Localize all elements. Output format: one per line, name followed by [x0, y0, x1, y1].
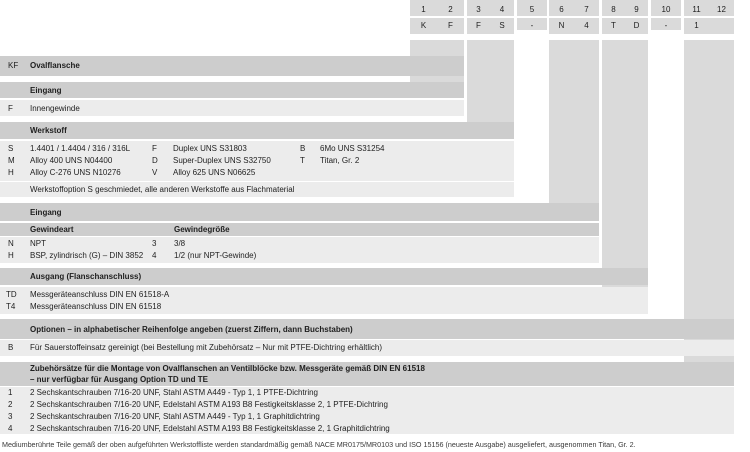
subheader-gewindeart: Gewindeart [30, 225, 74, 234]
code-position-row [410, 2, 734, 16]
option-text: Alloy C-276 UNS N10276 [30, 168, 121, 177]
code-char: F [448, 21, 453, 30]
code-char: N [558, 21, 565, 30]
option-text: Super-Duplex UNS S32750 [173, 156, 271, 165]
section-title: Zubehörsätze für die Montage von Ovalflanschen an Ventilblöcke bzw. Messgeräte gemäß DIN EN 61518 [30, 364, 425, 373]
column-bar-11-12 [684, 0, 734, 362]
code-position: 10 [661, 5, 671, 14]
section-title: Optionen – in alphabetischer Reihenfolge angeben (zuerst Ziffern, dann Buchstaben) [30, 325, 353, 334]
ausgang-table [0, 287, 648, 314]
option-text: 6Mo UNS S31254 [320, 144, 385, 153]
option-text: 3/8 [174, 239, 186, 248]
section-werkstoff [0, 122, 514, 139]
option-code: F [8, 104, 13, 113]
option-text: Messgeräteanschluss DIN EN 61518-A [30, 290, 170, 299]
option-text: 1.4401 / 1.4404 / 316 / 316L [30, 144, 131, 153]
code-char: K [420, 21, 427, 30]
section-eingang-1 [0, 82, 464, 98]
section-title: Ausgang (Flanschanschluss) [30, 272, 142, 281]
header-divider [410, 16, 734, 18]
code-char: S [499, 21, 505, 30]
section-title: Ovalflansche [30, 61, 80, 70]
code-char: F [476, 21, 481, 30]
subheader-gewindegroesse: Gewindegröße [174, 225, 230, 234]
option-code: T [300, 156, 305, 165]
code-char: - [664, 21, 668, 30]
werkstoff-note-row [0, 182, 514, 197]
code-position: 6 [559, 5, 564, 14]
section-title: Eingang [30, 208, 62, 217]
section-zubehoer [0, 362, 734, 386]
code-position: 1 [421, 5, 426, 14]
code-position: 5 [529, 5, 535, 14]
eingang-2-table [0, 237, 599, 263]
option-code: S [8, 144, 14, 153]
code-char-row [410, 18, 734, 34]
section-eingang-2 [0, 203, 599, 221]
section-kf [0, 56, 464, 76]
section-ausgang [0, 268, 648, 285]
option-code: V [152, 168, 158, 177]
header-divider [410, 34, 734, 40]
werkstoff-note: Werkstoffoption S geschmiedet, alle anderen Werkstoffe aus Flachmaterial [30, 185, 295, 194]
section-title: Eingang [30, 86, 62, 95]
option-text: Messgeräteanschluss DIN EN 61518 [30, 302, 162, 311]
code-position: 11 [692, 5, 701, 14]
option-code: T4 [6, 302, 16, 311]
option-text: Innengewinde [30, 104, 80, 113]
section-title: Werkstoff [30, 126, 67, 135]
footnote: Mediumberührte Teile gemäß der oben aufgeführten Werkstoffliste werden standardmäßig gemäß NACE MR0175/MR0103 und ISO 15156 (neueste Ausgabe) ausgeliefert, ausgenommen Titan, Gr. 2. [2, 440, 636, 449]
code-position: 12 [717, 5, 726, 14]
code-char: - [530, 21, 534, 30]
option-text: Titan, Gr. 2 [320, 156, 360, 165]
table-row [0, 340, 734, 356]
option-code: F [152, 144, 157, 153]
eingang-2-subheader [0, 223, 599, 236]
code-char: 1 [694, 21, 699, 30]
option-text: BSP, zylindrisch (G) – DIN 3852 [30, 251, 144, 260]
option-text: 1/2 (nur NPT-Gewinde) [174, 251, 257, 260]
section-subtitle: – nur verfügbar für Ausgang Option TD und TE [30, 375, 208, 384]
code-position: 9 [634, 5, 639, 14]
option-code: 2 [8, 400, 13, 409]
option-text: 2 Sechskantschrauben 7/16-20 UNF, Stahl ASTM A449 - Typ 1, 1 PTFE-Dichtring [30, 388, 318, 397]
option-text: Duplex UNS S31803 [173, 144, 247, 153]
option-code: B [8, 343, 14, 352]
code-position: 2 [448, 5, 453, 14]
section-code: KF [8, 61, 19, 70]
option-code: 3 [152, 239, 157, 248]
code-position: 4 [499, 5, 505, 14]
table-row [0, 100, 464, 116]
option-text: 2 Sechskantschrauben 7/16-20 UNF, Edelstahl ASTM A193 B8 Festigkeitsklasse 2, 1 Graphitdichtring [30, 424, 390, 433]
section-optionen [0, 319, 734, 339]
option-code: D [152, 156, 158, 165]
option-code: 4 [8, 424, 13, 433]
werkstoff-table [0, 141, 514, 181]
code-position: 8 [611, 5, 616, 14]
option-code: B [300, 144, 306, 153]
option-code: H [8, 168, 14, 177]
option-text: NPT [30, 239, 46, 248]
zubehoer-table [0, 387, 734, 434]
option-code: TD [6, 290, 17, 299]
code-char: D [633, 21, 640, 30]
option-code: N [8, 239, 14, 248]
code-position: 7 [584, 5, 589, 14]
option-code: 4 [152, 251, 157, 260]
option-code: 1 [8, 388, 13, 397]
column-bar-8-9 [602, 0, 648, 290]
option-code: 3 [8, 412, 13, 421]
code-char: 4 [584, 21, 589, 30]
option-text: Alloy 400 UNS N04400 [30, 156, 113, 165]
option-code: M [8, 156, 15, 165]
code-position: 3 [476, 5, 481, 14]
code-char: T [611, 21, 616, 30]
option-text: Alloy 625 UNS N06625 [173, 168, 256, 177]
option-code: H [8, 251, 14, 260]
option-text: 2 Sechskantschrauben 7/16-20 UNF, Stahl ASTM A449 - Typ 1, 1 Graphitdichtring [30, 412, 320, 421]
option-text: Für Sauerstoffeinsatz gereinigt (bei Bestellung mit Zubehörsatz – Nur mit PTFE-Dichtring erhältlich) [30, 343, 382, 352]
option-text: 2 Sechskantschrauben 7/16-20 UNF, Edelstahl ASTM A193 B8 Festigkeitsklasse 2, 1 PTFE-Dichtring [30, 400, 388, 409]
